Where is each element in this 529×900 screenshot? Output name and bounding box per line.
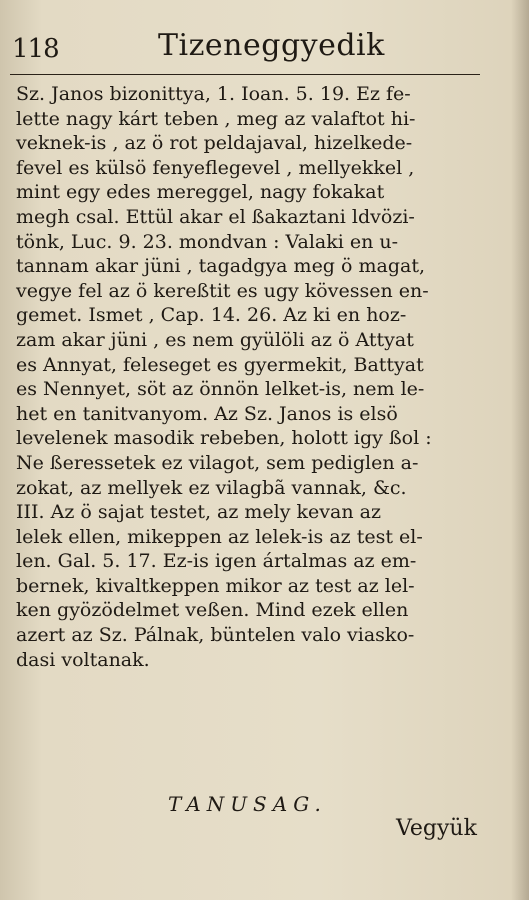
text-line: dasi voltanak. [16,648,150,671]
text-line: Ne ßeressetek ez vilagot, sem pediglen a- [16,451,419,474]
text-line: III. Az ö sajat testet, az mely kevan az [16,501,381,524]
text-line: ken gyözödelmet veßen. Mind ezek ellen [16,599,409,622]
body-text [16,82,494,672]
text-line: fevel es külsö fenyeflegevel , mellyekkel , [16,156,415,179]
running-head: Tizeneggyedik [158,28,385,63]
text-line: azert az Sz. Pálnak, büntelen valo viasko- [16,624,415,647]
page-gutter-shadow [511,0,529,900]
text-line: mint egy edes mereggel, nagy fokakat [16,181,385,204]
text-line: het en tanitvanyom. Az Sz. Janos is elsö [16,402,398,425]
page-header [8,28,513,72]
text-line: veknek-is , az ö rot peldajaval, hizelkede- [16,132,413,155]
section-title: TANUSAG. [168,792,327,816]
text-line: lelek ellen, mikeppen az lelek-is az test el- [16,525,423,548]
text-line: lette nagy kárt teben , meg az valaftot hi- [16,107,416,130]
text-line: len. Gal. 5. 17. Ez-is igen ártalmas az em- [16,550,417,573]
text-line: levelenek masodik rebeben, holott igy ßol : [16,427,432,450]
text-line: tannam akar jüni , tagadgya meg ö magat, [16,255,426,278]
catchword: Vegyük [396,816,477,841]
text-line: gemet. Ismet , Cap. 14. 26. Az ki en hoz- [16,304,407,327]
text-line: zokat, az mellyek ez vilagbã vannak, &c. [16,476,407,499]
text-line: vegye fel az ö kereßtit es ugy kövessen en- [16,279,429,302]
text-line: zam akar jüni , es nem gyülöli az ö Attyat [16,328,414,351]
page-number: 118 [12,34,59,64]
text-line: Sz. Janos bizonittya, 1. Ioan. 5. 19. Ez fe- [16,83,411,105]
text-line: megh csal. Ettül akar el ßakaztani ldvözi- [16,205,415,228]
text-line: es Annyat, feleseget es gyermekit, Battyat [16,353,424,376]
text-line: bernek, kivaltkeppen mikor az test az lel- [16,574,415,597]
header-rule [10,74,480,75]
text-line: tönk, Luc. 9. 23. mondvan : Valaki en u- [16,230,399,253]
text-line: es Nennyet, söt az önnön lelket-is, nem le- [16,378,425,401]
